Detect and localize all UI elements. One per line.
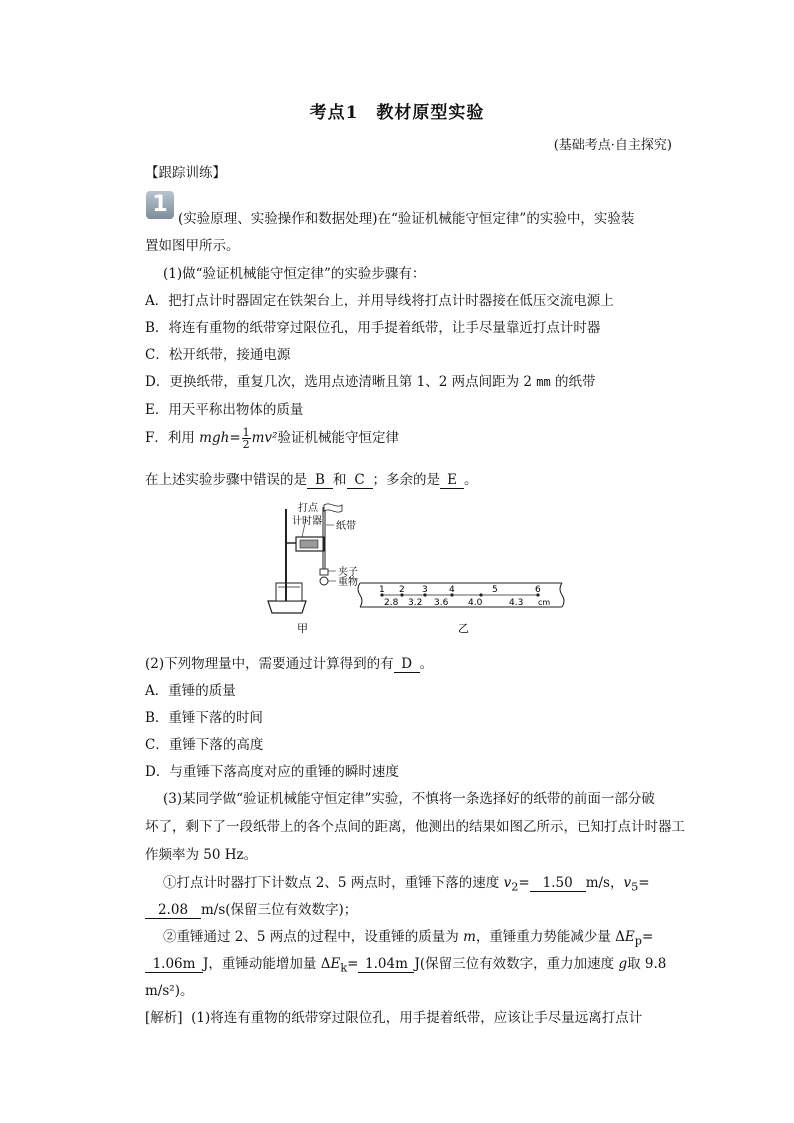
tape-point-1: 1 — [379, 585, 385, 595]
q2-stem: (2)下列物理量中，需要通过计算得到的有 D 。 — [145, 656, 434, 672]
label-timer-2: 计时器 — [292, 516, 322, 527]
q2-option-c: C．重锤下落的高度 — [145, 737, 264, 753]
q2-answer-blank: D — [394, 657, 420, 673]
label-weight: 重物 — [338, 577, 358, 588]
q2-option-b: B．重锤下落的时间 — [145, 710, 263, 726]
q3-step-2-end: m/s²)。 — [145, 983, 194, 999]
label-tape: 纸带 — [336, 521, 356, 532]
v5-answer-blank: 2.08 — [145, 903, 201, 919]
q3-step-2: ②重锤通过 2、5 两点的过程中，设重锤的质量为 m，重锤重力势能减少量 $\Delta E_p=$ — [163, 929, 654, 948]
section-heading: 【跟踪训练】 — [145, 165, 226, 181]
analysis-label: [解析] — [145, 1010, 183, 1026]
q3-line-3: 作频率为 50 Hz。 — [145, 847, 258, 863]
q1-option-d: D．更换纸带，重复几次，选用点迹清晰且第 1、2 两点间距为 2 mm 的纸带 — [145, 374, 596, 390]
tape-point-4: 4 — [449, 585, 455, 595]
q1-option-f: F．利用 mgh= $\frac{1}{2}$ mv²验证机械能守恒定律 — [145, 426, 399, 451]
q2-option-d: D．与重锤下落高度对应的重锤的瞬时速度 — [145, 764, 399, 780]
tape-distance-5: 4.3 — [509, 598, 524, 608]
intro-line-1: (实验原理、实验操作和数据处理)在“验证机械能守恒定律”的实验中，实验装 — [178, 211, 635, 227]
tape-distance-1: 2.8 — [384, 598, 399, 608]
ep-answer-blank: 1.06m — [145, 957, 203, 973]
q1-option-c: C．松开纸带，接通电源 — [145, 347, 291, 363]
analysis-line: [解析] (1)将连有重物的纸带穿过限位孔，用手提着纸带，应该让手尽量远离打点计 — [145, 1010, 643, 1026]
tape-distance-3: 3.6 — [434, 598, 449, 608]
fraction-half: $\frac{1}{2}$ — [242, 426, 250, 451]
experiment-figure — [262, 497, 572, 637]
label-clip: 夹子 — [338, 567, 358, 578]
q3-step-2-cont: 1.06m J，重锤动能增加量 $\Delta E_k= 1.04m$ J(保留三位有效数字，重力加速度 g取 9.8 — [145, 952, 666, 975]
q3-step-1: ①打点计时器打下计数点 2、5 两点时，重锤下落的速度 $v_2= 1.50$ m/s，$v_5=$ — [163, 875, 650, 894]
title-label: 考点1 — [309, 103, 359, 123]
tape-distance-2: 3.2 — [408, 598, 423, 608]
q3-line-1: (3)某同学做“验证机械能守恒定律”实验，不慎将一条选择好的纸带的前面一部分破 — [163, 791, 655, 807]
ek-answer-blank: 1.04m — [358, 957, 414, 973]
answer-blank-3: E — [440, 473, 464, 489]
q1-option-a: A．把打点计时器固定在铁架台上，并用导线将打点计时器接在低压交流电源上 — [145, 293, 614, 309]
tape-point-5: 5 — [492, 585, 498, 595]
v2-answer-blank: 1.50 — [530, 876, 586, 892]
q1-option-e: E．用天平称出物体的质量 — [145, 402, 304, 418]
q3-line-2: 坏了，剩下了一段纸带上的各个点间的距离，他测出的结果如图乙所示，已知打点计时器工 — [145, 819, 685, 835]
answer-blank-1: B — [307, 473, 333, 489]
tape-diagram — [358, 583, 564, 635]
apparatus-diagram — [268, 501, 358, 635]
q3-step-1-cont: 2.08 m/s(保留三位有效数字)； — [145, 898, 357, 919]
intro-line-2: 置如图甲所示。 — [145, 238, 240, 254]
title-text: 教材原型实验 — [376, 103, 485, 123]
tape-point-2: 2 — [399, 585, 405, 595]
q1-option-b: B．将连有重物的纸带穿过限位孔，用手提着纸带，让手尽量靠近打点计时器 — [145, 320, 601, 336]
q1-answer-line: 在上述实验步骤中错误的是 B 和 C ；多余的是 E 。 — [145, 472, 478, 488]
tape-unit: cm — [538, 598, 551, 607]
q2-option-a: A．重锤的质量 — [145, 683, 236, 699]
question-number-badge: 1 — [146, 191, 174, 219]
subtitle-tag: (基础考点·自主探究) — [553, 138, 672, 153]
tape-point-6: 6 — [535, 585, 541, 595]
tape-point-3: 3 — [422, 585, 428, 595]
caption-left: 甲 — [297, 622, 308, 635]
page-title — [0, 98, 794, 123]
label-timer-1: 打点 — [298, 503, 318, 514]
answer-blank-2: C — [347, 473, 373, 489]
tape-distance-4: 4.0 — [468, 598, 483, 608]
q1-stem: (1)做“验证机械能守恒定律”的实验步骤有： — [163, 266, 426, 282]
caption-right: 乙 — [458, 622, 469, 635]
